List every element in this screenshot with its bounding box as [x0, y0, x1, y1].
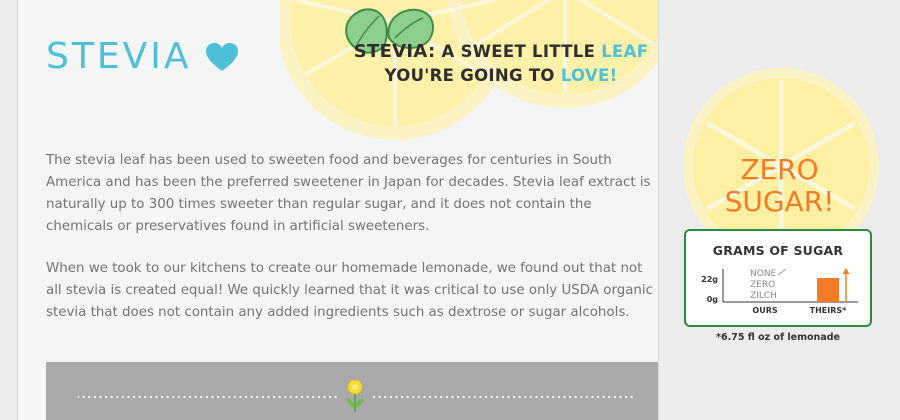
tagline-middle: A SWEET LITTLE [435, 42, 602, 61]
tagline-line-2 [336, 64, 659, 88]
zero-sugar-line-2: SUGAR! [724, 185, 835, 218]
tagline-leaf: LEAF [601, 42, 649, 61]
section-divider [46, 362, 659, 420]
bar-theirs [817, 278, 839, 302]
sugar-comparison-card [684, 229, 872, 327]
chart-title: GRAMS OF SUGAR [712, 243, 844, 258]
tagline [336, 40, 659, 88]
heart-icon [205, 42, 239, 72]
intro-paragraph: The stevia leaf has been used to sweeten food and beverages for centuries in South America and has been the preferred sweetener in Japan for decades. Stevia leaf extract is naturally up to 300 times sweeter than regular sugar, and it does not contain the chemicals or preservatives found in artificial sweeteners. [46, 153, 651, 234]
tagline-going: YOU'RE GOING TO [384, 66, 561, 85]
up-arrow-icon [843, 268, 850, 302]
y-tick-label-bottom: 0g [706, 295, 718, 304]
page-title [46, 36, 239, 77]
annotation-zilch: ZILCH [750, 291, 777, 301]
tagline-love: LOVE! [560, 66, 618, 85]
tagline-stevia: STEVIA: [353, 41, 436, 62]
sugar-bar-chart [686, 231, 874, 329]
page-title-text: STEVIA [46, 36, 192, 77]
tagline-line-1 [336, 40, 659, 64]
kitchen-paragraph: When we took to our kitchens to create our homemade lemonade, we found out that not all stevia is created equal! We quickly learned that it was critical to use only USDA organic stevia that does not contain any added ingredients such as dextrose or sugar alcohols. [46, 261, 653, 320]
sidebar [676, 0, 900, 420]
main-content-panel [17, 0, 659, 420]
annotation-zero: ZERO [750, 280, 776, 290]
zero-sugar-heading [702, 154, 857, 218]
annotation-none: NONE [750, 269, 777, 279]
annotation-slash [778, 269, 786, 275]
x-tick-label-ours: OURS [752, 306, 778, 315]
y-tick-label-top: 22g [701, 275, 718, 284]
x-tick-label-theirs: THEIRS* [809, 306, 847, 315]
serving-footnote: *6.75 fl oz of lemonade [716, 332, 840, 343]
zero-sugar-line-1: ZERO [740, 153, 819, 186]
flower-icon [342, 378, 368, 414]
